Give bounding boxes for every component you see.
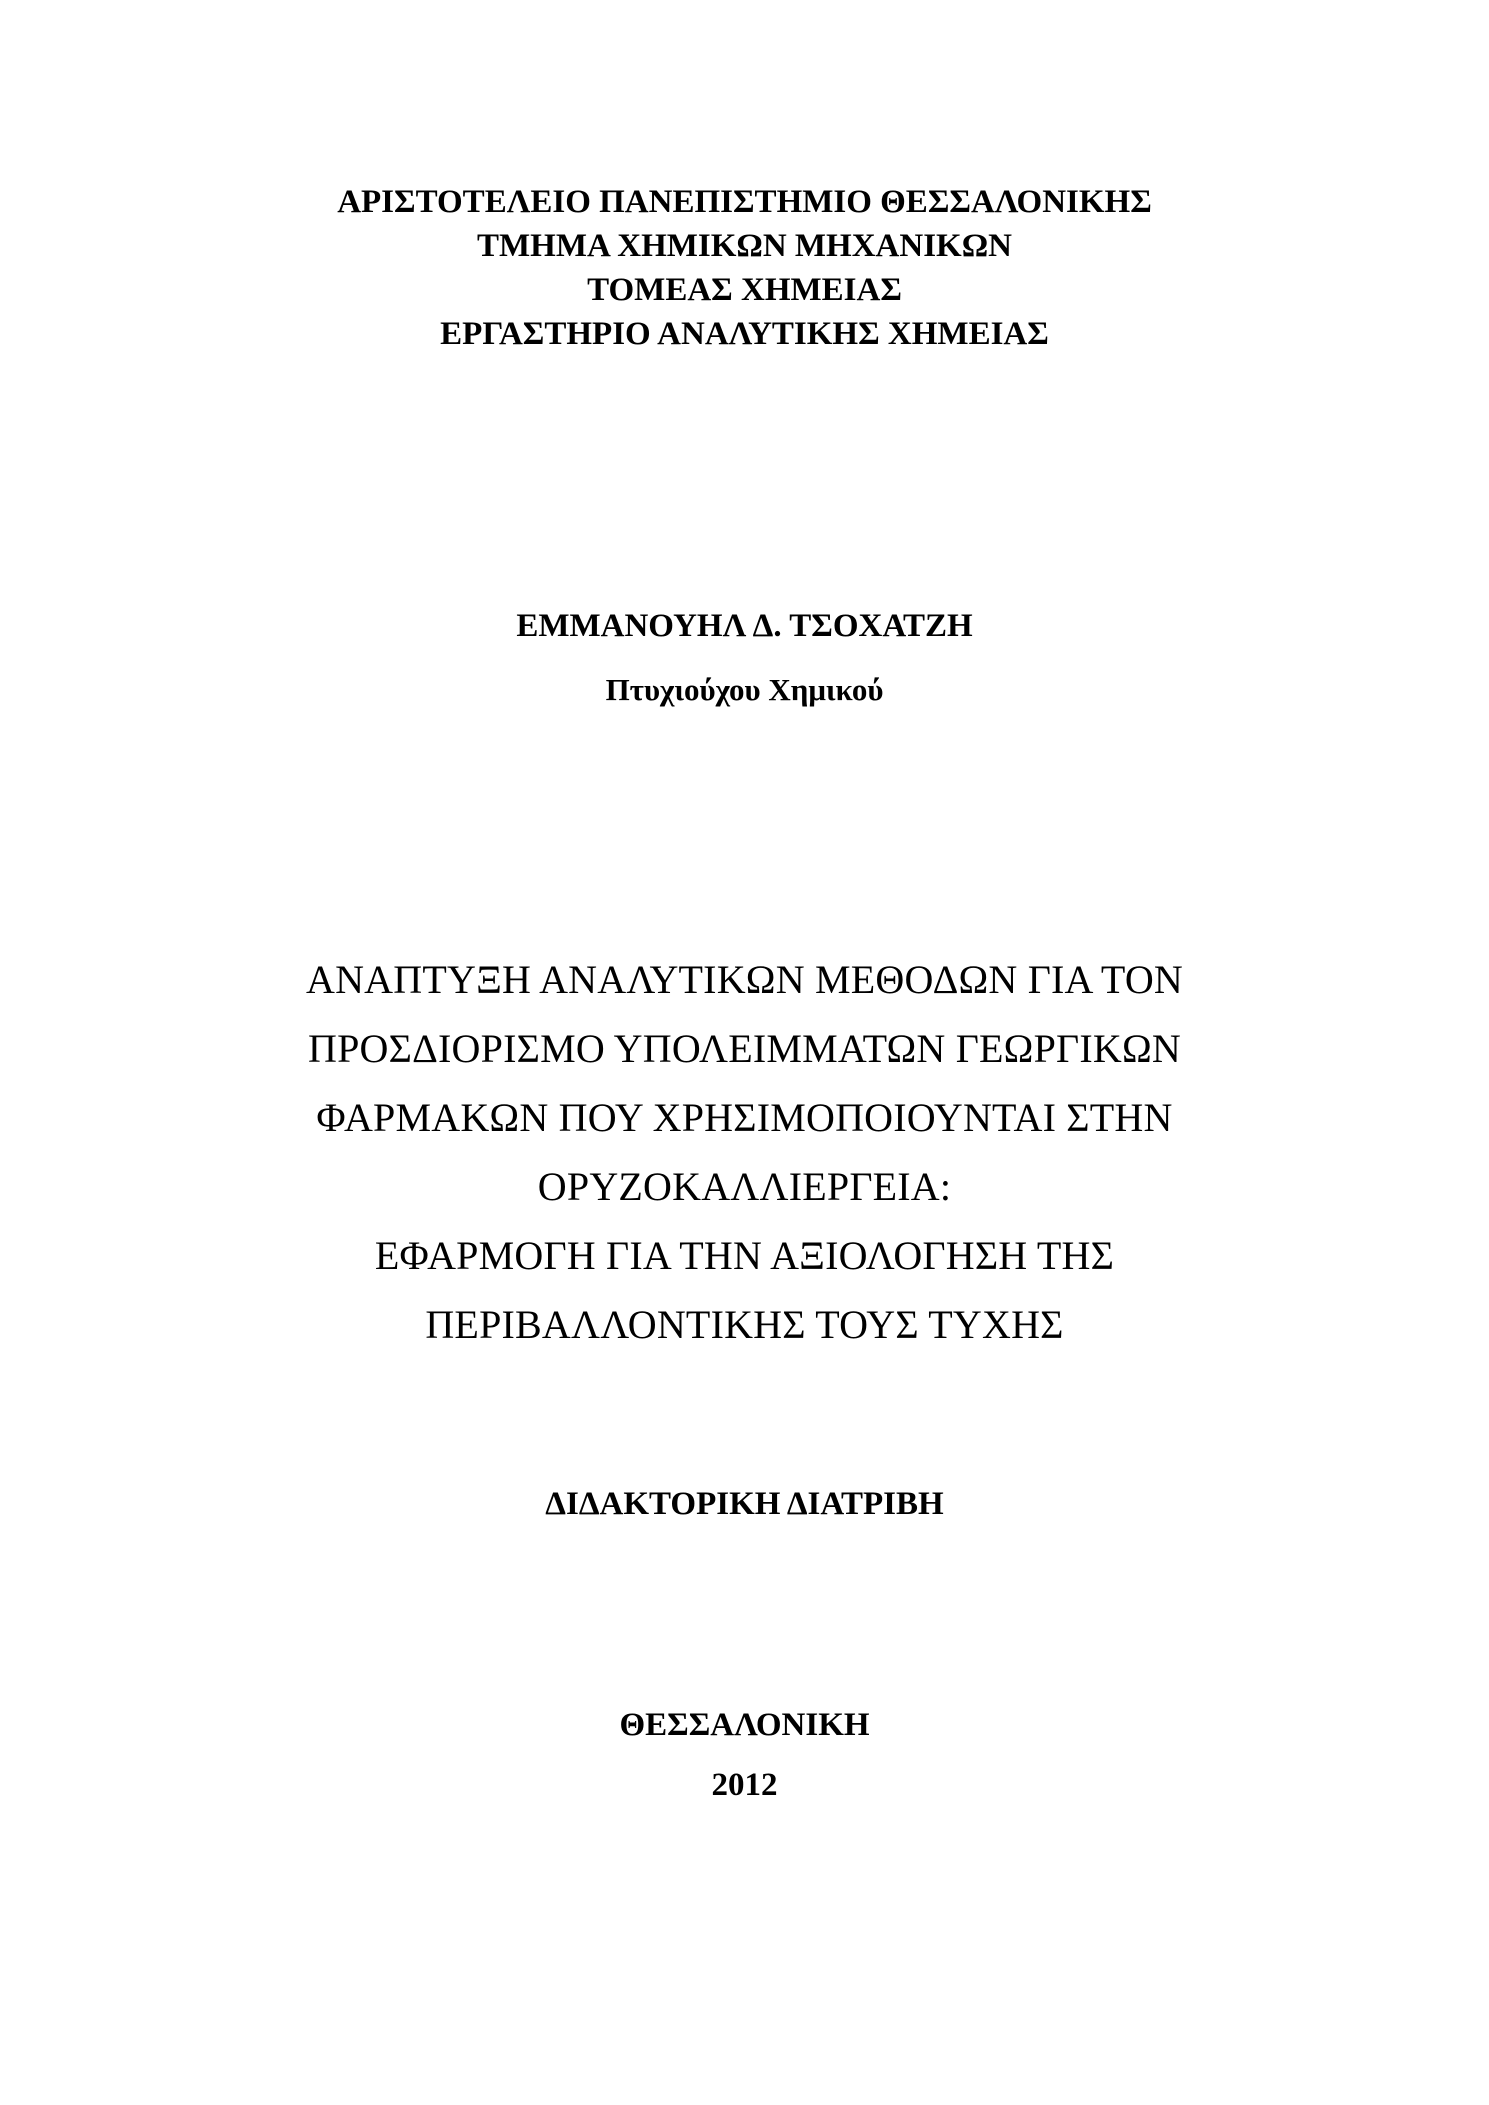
author-degree: Πτυχιούχου Χημικού	[605, 672, 884, 707]
year-block	[0, 1763, 1489, 1807]
thesis-type-block	[0, 1482, 1489, 1526]
author-block	[0, 604, 1489, 712]
title-line: ΟΡΥΖΟΚΑΛΛΙΕΡΓΕΙΑ:	[537, 1164, 952, 1209]
thesis-title	[0, 945, 1489, 1359]
thesis-type: ΔΙΔΑΚΤΟΡΙΚΗ ΔΙΑΤΡΙΒΗ	[545, 1486, 944, 1522]
institution-block	[0, 180, 1489, 356]
title-line: ΦΑΡΜΑΚΩΝ ΠΟΥ ΧΡΗΣΙΜΟΠΟΙΟΥΝΤΑΙ ΣΤΗΝ	[316, 1095, 1173, 1140]
title-line: ΑΝΑΠΤΥΞΗ ΑΝΑΛΥΤΙΚΩΝ ΜΕΘΟΔΩΝ ΓΙΑ ΤΟΝ	[306, 957, 1183, 1002]
author-name: ΕΜΜΑΝΟΥΗΛ Δ. ΤΣΟΧΑΤΖΗ	[516, 608, 973, 644]
place-block	[0, 1703, 1489, 1747]
title-line: ΠΕΡΙΒΑΛΛΟΝΤΙΚΗΣ ΤΟΥΣ ΤΥΧΗΣ	[425, 1302, 1064, 1347]
title-line: ΠΡΟΣΔΙΟΡΙΣΜΟ ΥΠΟΛΕΙΜΜΑΤΩΝ ΓΕΩΡΓΙΚΩΝ	[308, 1026, 1181, 1071]
title-line: ΕΦΑΡΜΟΓΗ ΓΙΑ ΤΗΝ ΑΞΙΟΛΟΓΗΣΗ ΤΗΣ	[374, 1233, 1115, 1278]
department-name: ΤΜΗΜΑ ΧΗΜΙΚΩΝ ΜΗΧΑΝΙΚΩΝ	[477, 228, 1012, 264]
laboratory-name: ΕΡΓΑΣΤΗΡΙΟ ΑΝΑΛΥΤΙΚΗΣ ΧΗΜΕΙΑΣ	[440, 316, 1049, 352]
publication-place: ΘΕΣΣΑΛΟΝΙΚΗ	[619, 1707, 870, 1743]
publication-year: 2012	[711, 1767, 778, 1803]
sector-name: ΤΟΜΕΑΣ ΧΗΜΕΙΑΣ	[587, 272, 902, 308]
university-name: ΑΡΙΣΤΟΤΕΛΕΙΟ ΠΑΝΕΠΙΣΤΗΜΙΟ ΘΕΣΣΑΛΟΝΙΚΗΣ	[337, 184, 1152, 220]
